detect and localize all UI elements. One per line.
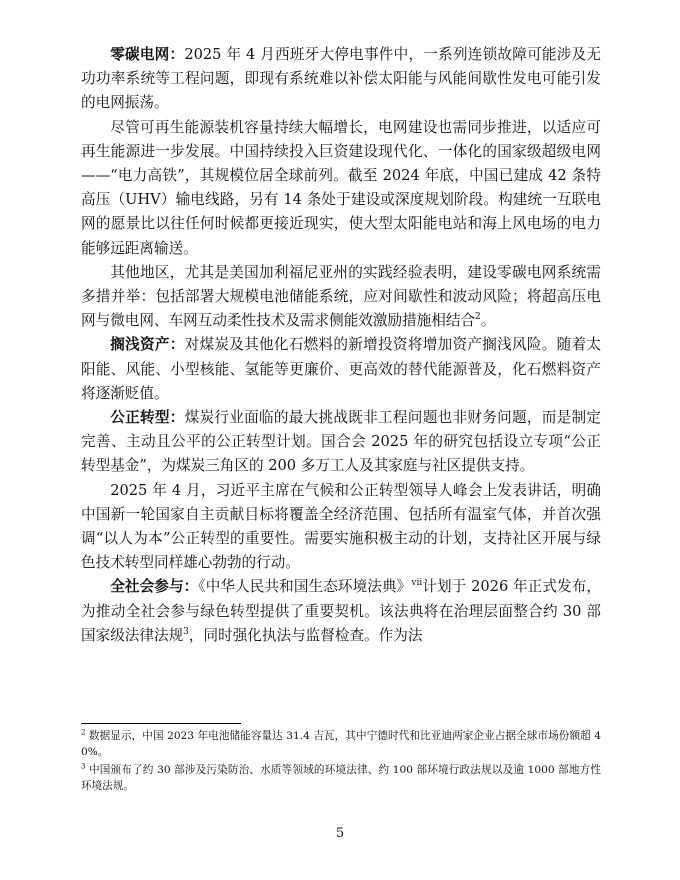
footnotes [81, 728, 601, 796]
paragraph-text-tail: 。 [480, 312, 496, 330]
paragraph-other-regions [81, 261, 601, 334]
paragraph-text-tail: 计划于 2026 年正式发布，为推动全社会参与绿色转型提供了重要契机。该法典将在治理层面整合约 30 部国家级法律法规 [81, 578, 602, 644]
paragraph-just-transition [81, 406, 601, 479]
paragraph-text: 其他地区，尤其是美国加利福尼亚州的实践经验表明，建设零碳电网系统需多措并举：包括部署大规模电池储能系统，应对间歇性和波动风险；将超高压电网与微电网、车网互动柔性技术及需求侧能效激励措施相结合 [81, 263, 601, 330]
footnote-ref-3[interactable]: 3 [183, 627, 189, 638]
paragraph-stranded-assets [81, 333, 601, 406]
footnote-mark: 2 [81, 728, 86, 737]
paragraph-text-tail-2: ，同时强化执法与监督检查。作为法 [188, 626, 423, 644]
paragraph-text: 《中华人民共和国生态环境法典》 [198, 578, 412, 596]
paragraph-lead: 搁浅资产： [110, 336, 185, 354]
footnote-separator [81, 723, 241, 724]
paragraph-grid-construction [81, 116, 601, 261]
paragraph-lead: 全社会参与： [110, 578, 199, 596]
document-body [81, 43, 601, 648]
endnote-ref-vii[interactable]: vii [411, 578, 423, 589]
page-number: 5 [335, 826, 345, 841]
paragraph-lead: 零碳电网： [110, 46, 185, 63]
footnote-text: 数据显示，中国 2023 年电池储能容量达 31.4 吉瓦，其中宁德时代和比亚迪两家企业占据全球市场份额超 40%。 [81, 730, 601, 758]
paragraph-text: 对煤炭及其他化石燃料的新增投资将增加资产搁浅风险。随着太阳能、风能、小型核能、氢能等更廉价、更高效的替代能源普及，化石燃料资产将逐渐贬值。 [81, 336, 601, 402]
footnote-ref-2[interactable]: 2 [475, 312, 481, 323]
footnote-2 [81, 728, 601, 760]
paragraph-text: 尽管可再生能源装机容量持续大幅增长，电网建设也需同步推进，以适应可再生能源进一步发展。中国持续投入巨资建设现代化、一体化的国家级超级电网——“电力高铁”，其规模位居全球前列。截至 2024 年底，中国已建成 42 条特高压（UHV）输电线路，另有 14 条处于建设或深度规划阶段。构建统一互联电网的愿景比以往任何时候都更接近现实，使大型太阳能电站和海上风电场的电力能够远距离输送。 [81, 118, 601, 257]
paragraph-text: 2025 年 4 月西班牙大停电事件中，一系列连锁故障可能涉及无功功率系统等工程问题，即现有系统难以补偿太阳能与风能间歇性发电可能引发的电网振荡。 [81, 46, 601, 112]
paragraph-text: 煤炭行业面临的最大挑战既非工程问题也非财务问题，而是制定完善、主动且公平的公正转型计划。国合会 2025 年的研究包括设立专项“公正转型基金”，为煤炭三角区的 200 多万工人及其家庭与社区提供支持。 [81, 409, 601, 475]
paragraph-text: 2025 年 4 月，习近平主席在气候和公正转型领导人峰会上发表讲话，明确中国新一轮国家自主贡献目标将覆盖全经济范围、包括所有温室气体，并首次强调“以人为本”公正转型的重要性。需要实施积极主动的计划，支持社区开展与绿色技术转型同样雄心勃勃的行动。 [81, 481, 601, 572]
footnote-text: 中国颁布了约 30 部涉及污染防治、水质等领域的环境法律、约 100 部环境行政法规以及逾 1000 部地方性环境法规。 [81, 764, 601, 792]
footnote-3 [81, 762, 601, 794]
paragraph-lead: 公正转型： [110, 409, 185, 427]
paragraph-zero-carbon-grid [81, 43, 601, 116]
paragraph-society-participation [81, 575, 601, 648]
footnote-mark: 3 [81, 762, 86, 771]
paragraph-summit-speech [81, 479, 601, 576]
